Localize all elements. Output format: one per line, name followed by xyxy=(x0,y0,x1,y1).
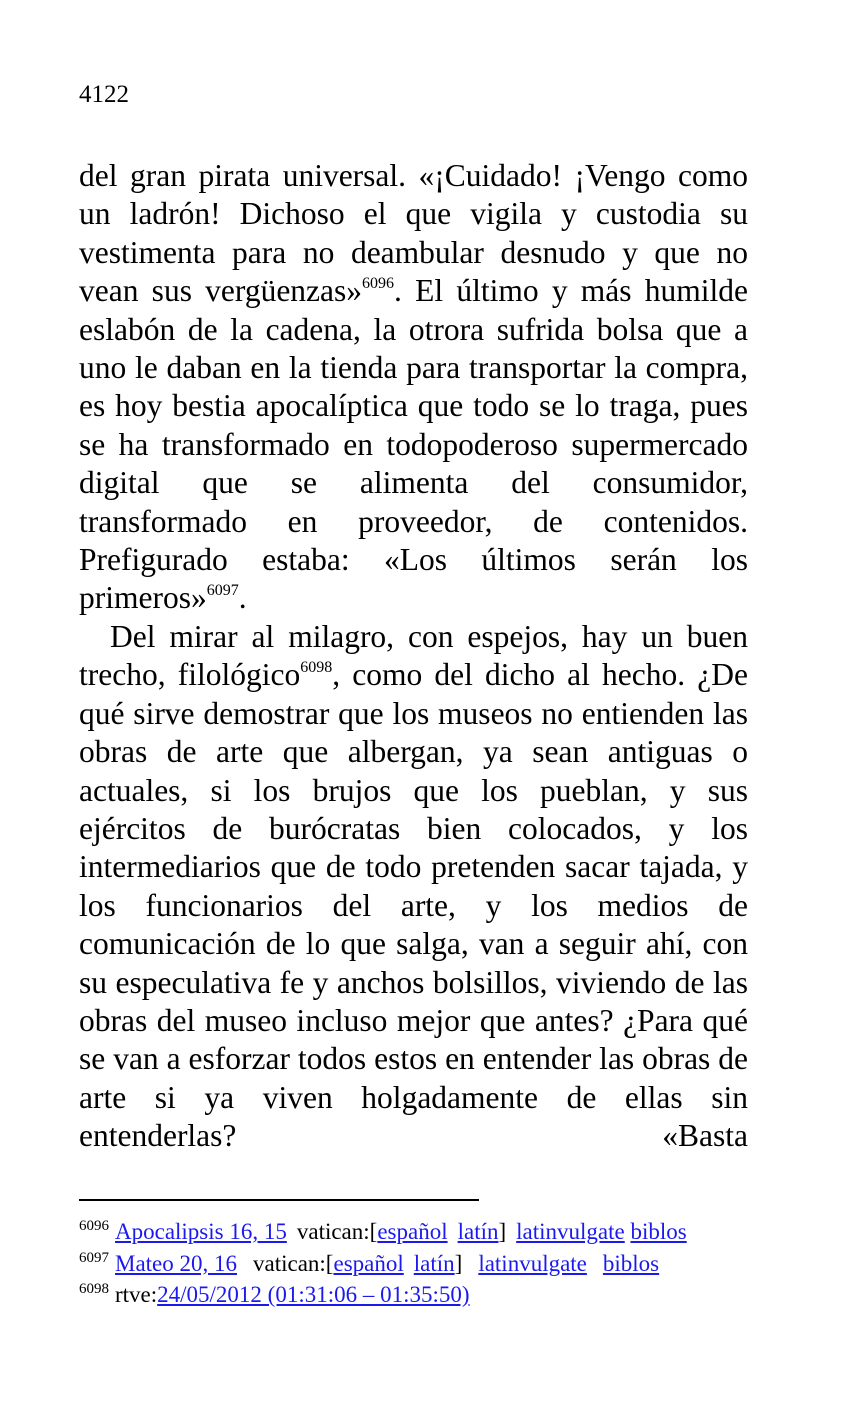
paragraph-text: , como del dicho al hecho. ¿De qué sirve demostrar que los museos no entienden las obras de arte que albergan, ya sean antiguas o actuales, si los brujos que los pueblan, y sus ejércitos de burócratas bien colocados, y los intermediarios que de todo pretenden sacar tajada, y los funcionarios del arte, y los medios de comunicación de lo que salga, van a seguir ahí, con su especulativa fe y anchos bolsillos, viviendo de las obras del museo incluso mejor que antes? ¿Para qué se van a esforzar todos estos en entender las obras de arte si ya viven holgadamente de ellas sin entenderlas? «Basta xyxy=(79,657,748,1154)
vatican-label: vatican:[ xyxy=(296,1219,378,1244)
espanol-link[interactable]: español xyxy=(333,1250,404,1276)
footnotes xyxy=(79,1216,759,1311)
latin-link[interactable]: latín xyxy=(457,1219,499,1244)
paragraph-1 xyxy=(79,157,748,618)
body-text xyxy=(79,157,748,1156)
footnote-ref-6096[interactable]: 6096 xyxy=(362,275,395,293)
page-number: 4122 xyxy=(79,81,129,108)
latinvulgate-link[interactable]: latinvulgate xyxy=(516,1219,625,1244)
biblos-link[interactable]: biblos xyxy=(630,1219,687,1244)
footnote-separator xyxy=(79,1199,479,1201)
paragraph-text: . xyxy=(238,580,247,616)
footnote-ref-6098[interactable]: 6098 xyxy=(300,659,333,677)
latinvulgate-link[interactable]: latinvulgate xyxy=(478,1250,587,1276)
footnote-ref-6097[interactable]: 6097 xyxy=(206,582,239,600)
citation-link[interactable]: Mateo 20, 16 xyxy=(115,1250,238,1276)
footnote-6096 xyxy=(79,1216,759,1248)
vatican-label: vatican:[ xyxy=(253,1250,334,1276)
paragraph-2 xyxy=(79,618,748,1156)
source-label: rtve: xyxy=(115,1282,158,1307)
espanol-link[interactable]: español xyxy=(377,1219,448,1244)
close-bracket: ] xyxy=(454,1250,463,1276)
footnote-6097 xyxy=(79,1248,759,1280)
paragraph-text: del gran pirata universal. «¡Cuidado! ¡Vengo como un ladrón! Dichoso el que vigila y custodia su vestimenta para no deambular desnudo y que no vean sus vergüenzas» xyxy=(79,158,748,309)
citation-link[interactable]: Apocalipsis 16, 15 xyxy=(115,1219,287,1244)
paragraph-text: . El último y más humilde eslabón de la cadena, la otrora sufrida bolsa que a uno le daban en la tienda para transportar la compra, es hoy bestia apocalíptica que todo se lo traga, pues se ha transformado en todopoderoso supermercado digital que se alimenta del consumidor, transformado en proveedor, de contenidos. Prefigurado estaba: «Los últimos serán los primeros» xyxy=(79,273,748,616)
paragraph-text: Del mirar al milagro, con espejos, hay un buen trecho, filológico xyxy=(79,618,748,693)
footnote-number: 6098 xyxy=(79,1281,109,1297)
close-bracket: ] xyxy=(498,1219,507,1244)
footnote-number: 6096 xyxy=(79,1218,109,1234)
footnote-6098 xyxy=(79,1279,759,1311)
timestamp-link[interactable]: 24/05/2012 (01:31:06 – 01:35:50) xyxy=(157,1282,470,1307)
footnote-number: 6097 xyxy=(79,1249,109,1266)
biblos-link[interactable]: biblos xyxy=(602,1250,660,1276)
latin-link[interactable]: latín xyxy=(413,1250,455,1276)
